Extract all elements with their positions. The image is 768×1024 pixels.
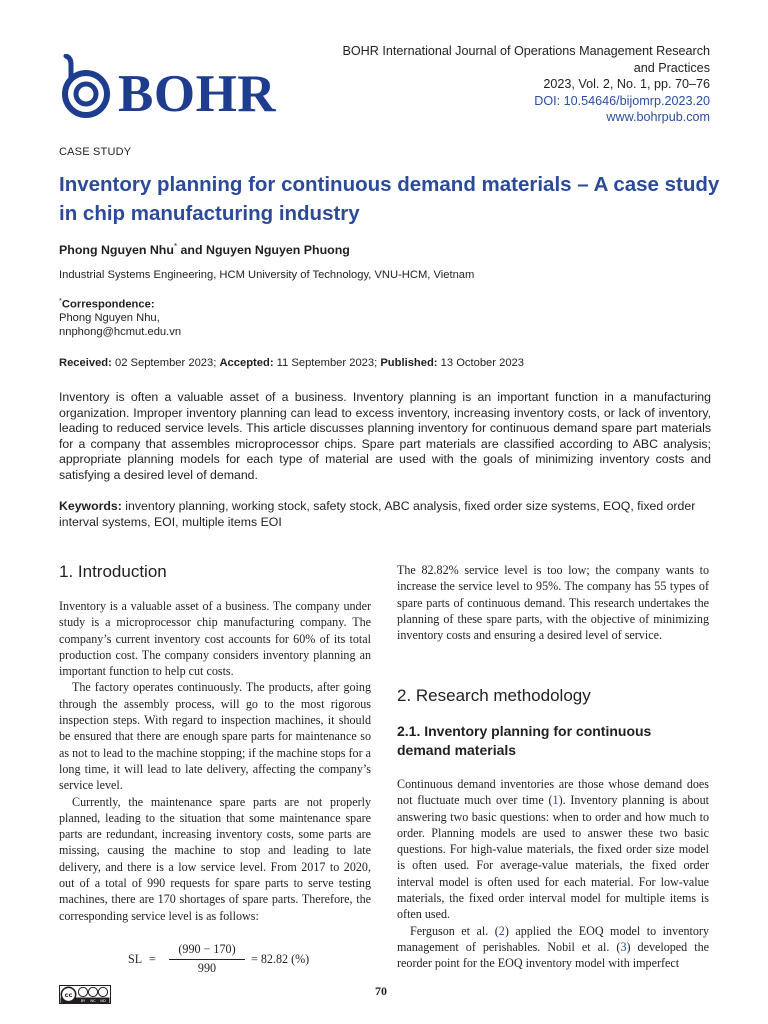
corresponding-mark: *	[173, 242, 178, 251]
correspondence-mark: *	[59, 296, 62, 305]
journal-name-line1: BOHR International Journal of Operations Management Research	[342, 44, 710, 58]
page-number: 70	[375, 984, 387, 998]
fraction-bar	[169, 959, 245, 960]
cc-by: BY	[80, 999, 86, 1004]
equation-result: = 82.82 (%)	[251, 952, 310, 966]
equation-equals: =	[149, 952, 156, 966]
cc-symbol: cc	[64, 991, 73, 999]
received-label: Received:	[59, 357, 112, 369]
right-paragraph-1: The 82.82% service level is too low; the company wants to increase the service level to 95%. The company has 55 types of spare parts of continuous demand. This research undertakes the planning of these spare parts, with the objective of minimizing inventory costs and ensuring a desired level of service.	[397, 563, 709, 643]
right-column	[397, 562, 709, 643]
section-heading-introduction: 1. Introduction	[59, 562, 167, 581]
abstract: Inventory is often a valuable asset of a business. Inventory planning is an important function in a manufacturing organization. Improper inventory planning can lead to excess inventory, increasing inventory costs, or lack of inventory, leading to reduced service levels. This article discusses planning inventory for continuous demand spare part materials for a company that assembles microprocessor chips. Spare part materials are classified according to ABC analysis; appropriate planning models for each type of material are used with the goals of minimizing inventory costs and satisfying a desired level of demand.	[59, 390, 711, 482]
intro-paragraph-3: Currently, the maintenance spare parts are not properly planned, leading to the situation that some maintenance spare parts are redundant, increasing inventory costs, some parts are missing, causing the machine to stop and leading to late delivery, and there is a low service level. From 2017 to 2020, out of a total of 990 requests for spare parts to serve testing machines, there are 170 shortages of spare parts. Therefore, the corresponding service level is as follows:	[59, 794, 371, 923]
publication-dates	[59, 357, 524, 369]
accepted-label: Accepted:	[219, 357, 274, 369]
left-column	[59, 598, 371, 924]
received-date: 02 September 2023;	[111, 357, 220, 369]
article-title: Inventory planning for continuous demand materials – A case study in chip manufacturing industry	[59, 173, 720, 225]
journal-info	[310, 43, 710, 126]
equation-numerator: (990 − 170)	[178, 942, 236, 956]
methodology-text	[397, 776, 709, 972]
cc-nd: ND	[100, 999, 106, 1004]
website-link[interactable]: www.bohrpub.com	[606, 110, 710, 124]
subsection-heading: 2.1. Inventory planning for continuous demand materials	[397, 723, 652, 758]
method-paragraph-1: Continuous demand inventories are those whose demand does not fluctuate much over time (1). Inventory planning is about answering two basic questions: when to order and how much to order. Planning models are used to answer these two basic questions. For high-value materials, the fixed order size model is often used. For average-value materials, the fixed order interval model is often used for each material. For low-value materials, the fixed order interval model for multiple items is often used.	[397, 777, 709, 922]
article-type: CASE STUDY	[59, 146, 132, 158]
affiliation: Industrial Systems Engineering, HCM University of Technology, VNU-HCM, Vietnam	[59, 269, 475, 281]
correspondence-name: Phong Nguyen Nhu,	[59, 312, 160, 325]
authors	[59, 242, 350, 257]
equation-denominator: 990	[197, 961, 217, 975]
intro-paragraph-1: Inventory is a valuable asset of a business. The company under study is a microprocessor chip manufacturing company. The company’s current inventory cost accounts for 60% of its total production cost. The company considers inventory planning an important function to help cut costs.	[59, 599, 371, 679]
accepted-date: 11 September 2023;	[273, 357, 381, 369]
correspondence	[59, 294, 181, 339]
citation-2[interactable]: 2	[498, 923, 505, 938]
keywords-label: Keywords:	[59, 499, 122, 513]
intro-paragraph-2: The factory operates continuously. The products, after going through the assembly process, will go to the most rigorous inspection steps. With regard to inspection machines, it should be ensured that there are enough spare parts for maintenance so as not to lead to the machine stopping; if the machine stops for a long time, it will lead to late delivery, affecting the company’s service level.	[59, 680, 372, 793]
issue-info: 2023, Vol. 2, No. 1, pp. 70–76	[543, 77, 710, 91]
equation-lhs: SL	[128, 952, 143, 966]
correspondence-label: Correspondence:	[61, 298, 155, 311]
author-1: Phong Nguyen Nhu	[59, 243, 174, 258]
section-heading-methodology: 2. Research methodology	[397, 686, 591, 705]
cc-nc: NC	[90, 999, 96, 1004]
correspondence-email[interactable]: nnphong@hcmut.edu.vn	[59, 325, 182, 338]
published-date: 13 October 2023	[437, 357, 524, 369]
keywords-text: inventory planning, working stock, safety stock, ABC analysis, fixed order size systems, EOQ, fixed order interval systems, EOI, multiple items EOI	[59, 499, 696, 530]
creative-commons-license-icon[interactable]	[59, 985, 111, 1004]
citation-3[interactable]: 3	[620, 939, 627, 954]
keywords	[59, 498, 711, 530]
method-paragraph-2: Ferguson et al. (2) applied the EOQ model to inventory management of perishables. Nobil et al. (3) developed the reorder point for the EOQ inventory model with imperfect	[397, 923, 710, 971]
service-level-equation	[128, 940, 318, 976]
journal-name-line2: and Practices	[633, 60, 710, 75]
logo-text: BOHR	[118, 65, 277, 123]
logo-mark	[66, 56, 71, 78]
published-label: Published:	[380, 357, 438, 369]
author-2: and Nguyen Nguyen Phuong	[177, 243, 350, 258]
citation-1[interactable]: 1	[552, 793, 559, 808]
doi-link[interactable]: DOI: 10.54646/bijomrp.2023.20	[534, 93, 710, 108]
